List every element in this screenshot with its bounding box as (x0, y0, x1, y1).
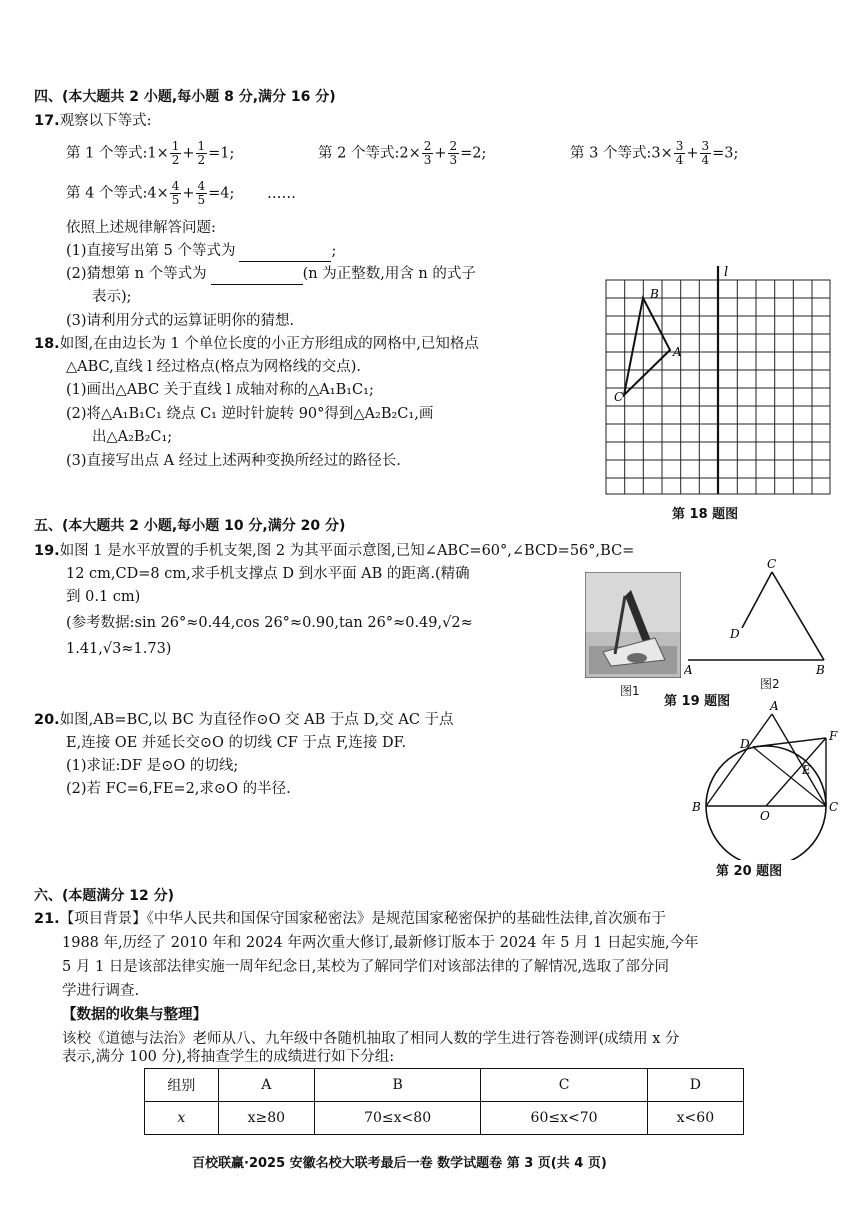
label-l: l (724, 265, 729, 280)
label-c: C (829, 800, 839, 814)
q21-line-5: 该校《道德与法治》老师从八、九年级中各随机抽取了相同人数的学生进行答卷测评(成绩用 x 分 (62, 1031, 680, 1047)
q20-circle-figure (688, 700, 848, 860)
q17-equation-3: 第 3 个等式:3× $\frac{3}{4}$ + $\frac{3}{4}$ =3; (570, 139, 739, 167)
table-cell: x≥80 (218, 1102, 314, 1135)
q19-line-1: 19.如图 1 是水平放置的手机支架,图 2 为其平面示意图,已知∠ABC=60°,∠BCD=56°,BC= (34, 543, 635, 559)
q21-number: 21. (34, 911, 60, 927)
q17-number: 17. (34, 113, 60, 129)
q21-line-1: 21.【项目背景】《中华人民共和国保守国家秘密法》是规范国家秘密保护的基础性法律,首次颁布于 (34, 911, 667, 927)
q20-part-1: (1)求证:DF 是⊙O 的切线; (66, 758, 239, 774)
table-cell: B (314, 1069, 480, 1102)
label-o: O (760, 809, 770, 823)
q17-lead: 依照上述规律解答问题: (66, 220, 216, 236)
q21-subheading: 【数据的收集与整理】 (62, 1007, 207, 1023)
q21-line-2: 1988 年,历经了 2010 年和 2024 年两次重大修订,最新修订版本于 2024 年 5 月 1 日起实施,今年 (62, 935, 699, 951)
q20-figure-caption: 第 20 题图 (716, 864, 783, 879)
q18-part-2-cont: 出△A₂B₂C₁; (92, 429, 173, 445)
line-cd (742, 572, 772, 628)
q18-part-1: (1)画出△ABC 关于直线 l 成轴对称的△A₁B₁C₁; (66, 382, 374, 398)
label-a: A (673, 345, 682, 359)
q19-schematic-figure (684, 558, 834, 676)
q19-line-3: 到 0.1 cm) (66, 589, 141, 605)
q17-part-2-cont: 表示); (92, 289, 132, 305)
q17-answer-blank-1[interactable] (239, 261, 331, 262)
table-cell: 60≤x<70 (481, 1102, 647, 1135)
section-4-header: 四、(本大题共 2 小题,每小题 8 分,满分 16 分) (34, 89, 336, 105)
q17-part-2: (2)猜想第 n 个等式为 (n 为正整数,用含 n 的式子 (66, 263, 476, 285)
table-cell: A (218, 1069, 314, 1102)
table-cell: x (145, 1102, 219, 1135)
q18-line-1: 18.如图,在由边长为 1 个单位长度的小正方形组成的网格中,已知格点 (34, 336, 479, 352)
q19-number: 19. (34, 543, 60, 559)
q19-line-2: 12 cm,CD=8 cm,求手机支撑点 D 到水平面 AB 的距离.(精确 (66, 566, 470, 582)
q18-figure-caption: 第 18 题图 (672, 507, 739, 522)
q17-answer-blank-2[interactable] (211, 284, 303, 285)
label-b: B (650, 287, 659, 301)
q17-intro-text: 观察以下等式: (59, 113, 152, 129)
label-b: B (692, 800, 701, 814)
q21-line-6: 表示,满分 100 分),将抽查学生的成绩进行如下分组: (62, 1049, 395, 1065)
table-cell: C (481, 1069, 647, 1102)
q17-part-1: (1)直接写出第 5 个等式为 ; (66, 240, 336, 262)
label-a: A (684, 663, 693, 676)
q18-number: 18. (34, 336, 60, 352)
q17-part-3: (3)请利用分式的运算证明你的猜想. (66, 313, 295, 329)
label-b: B (816, 663, 825, 676)
q17-equation-1: 第 1 个等式:1× $\frac{1}{2}$ + $\frac{1}{2}$ =1; (66, 139, 235, 167)
q19-figure-caption: 第 19 题图 (664, 694, 731, 709)
q20-line-2: E,连接 OE 并延长交⊙O 的切线 CF 于点 F,连接 DF. (66, 735, 407, 751)
q19-fig1-label: 图1 (620, 684, 640, 698)
q19-phone-stand-photo (585, 572, 681, 678)
label-d: D (740, 737, 750, 751)
table-row (145, 1102, 744, 1135)
q17-equation-4: 第 4 个等式:4× $\frac{4}{5}$ + $\frac{4}{5}$ =4; …… (66, 179, 297, 207)
section-6-header: 六、(本题满分 12 分) (34, 888, 175, 904)
line-ab (706, 714, 772, 806)
label-c: C (767, 558, 777, 571)
label-c: C (614, 390, 624, 404)
line-bc (772, 572, 824, 660)
label-d: D (730, 627, 740, 641)
page-footer: 百校联赢·2025 安徽名校大联考最后一卷 数学试题卷 第 3 页(共 4 页) (192, 1156, 607, 1171)
table-cell: D (647, 1069, 743, 1102)
q19-fig2-label: 图2 (760, 677, 780, 691)
q21-line-3: 5 月 1 日是该部法律实施一周年纪念日,某校为了解同学们对该部法律的了解情况,选取了部分同 (62, 959, 669, 975)
grouping-table (144, 1068, 744, 1135)
q20-number: 20. (34, 712, 60, 728)
q20-line-1: 20.如图,AB=BC,以 BC 为直径作⊙O 交 AB 于点 D,交 AC 于点 (34, 712, 454, 728)
line-of (766, 738, 826, 806)
q19-line-5: 1.41,√3≈1.73) (66, 641, 172, 657)
table-header-row (145, 1069, 744, 1102)
table-cell: x<60 (647, 1102, 743, 1135)
line-ac (772, 714, 826, 806)
label-f: F (829, 729, 838, 743)
q18-line-2: △ABC,直线 l 经过格点(格点为网格线的交点). (66, 359, 362, 375)
q19-line-4: (参考数据:sin 26°≈0.44,cos 26°≈0.90,tan 26°≈0.49,√2≈ (66, 615, 473, 631)
section-5-header: 五、(本大题共 2 小题,每小题 10 分,满分 20 分) (34, 518, 346, 534)
q18-grid-figure (600, 262, 840, 502)
q21-line-4: 学进行调查. (62, 983, 140, 999)
label-e: E (802, 763, 811, 777)
label-a: A (770, 700, 779, 713)
table-cell: 70≤x<80 (314, 1102, 480, 1135)
line-dc (753, 747, 826, 806)
q18-part-3: (3)直接写出点 A 经过上述两种变换所经过的路径长. (66, 453, 401, 469)
table-cell: 组别 (145, 1069, 219, 1102)
q20-part-2: (2)若 FC=6,FE=2,求⊙O 的半径. (66, 781, 291, 797)
triangle-abc (624, 298, 670, 395)
q17-equation-2: 第 2 个等式:2× $\frac{2}{3}$ + $\frac{2}{3}$ =2; (318, 139, 487, 167)
q17-intro (34, 110, 152, 132)
line-df (753, 738, 826, 747)
q18-part-2: (2)将△A₁B₁C₁ 绕点 C₁ 逆时针旋转 90°得到△A₂B₂C₁,画 (66, 406, 434, 422)
